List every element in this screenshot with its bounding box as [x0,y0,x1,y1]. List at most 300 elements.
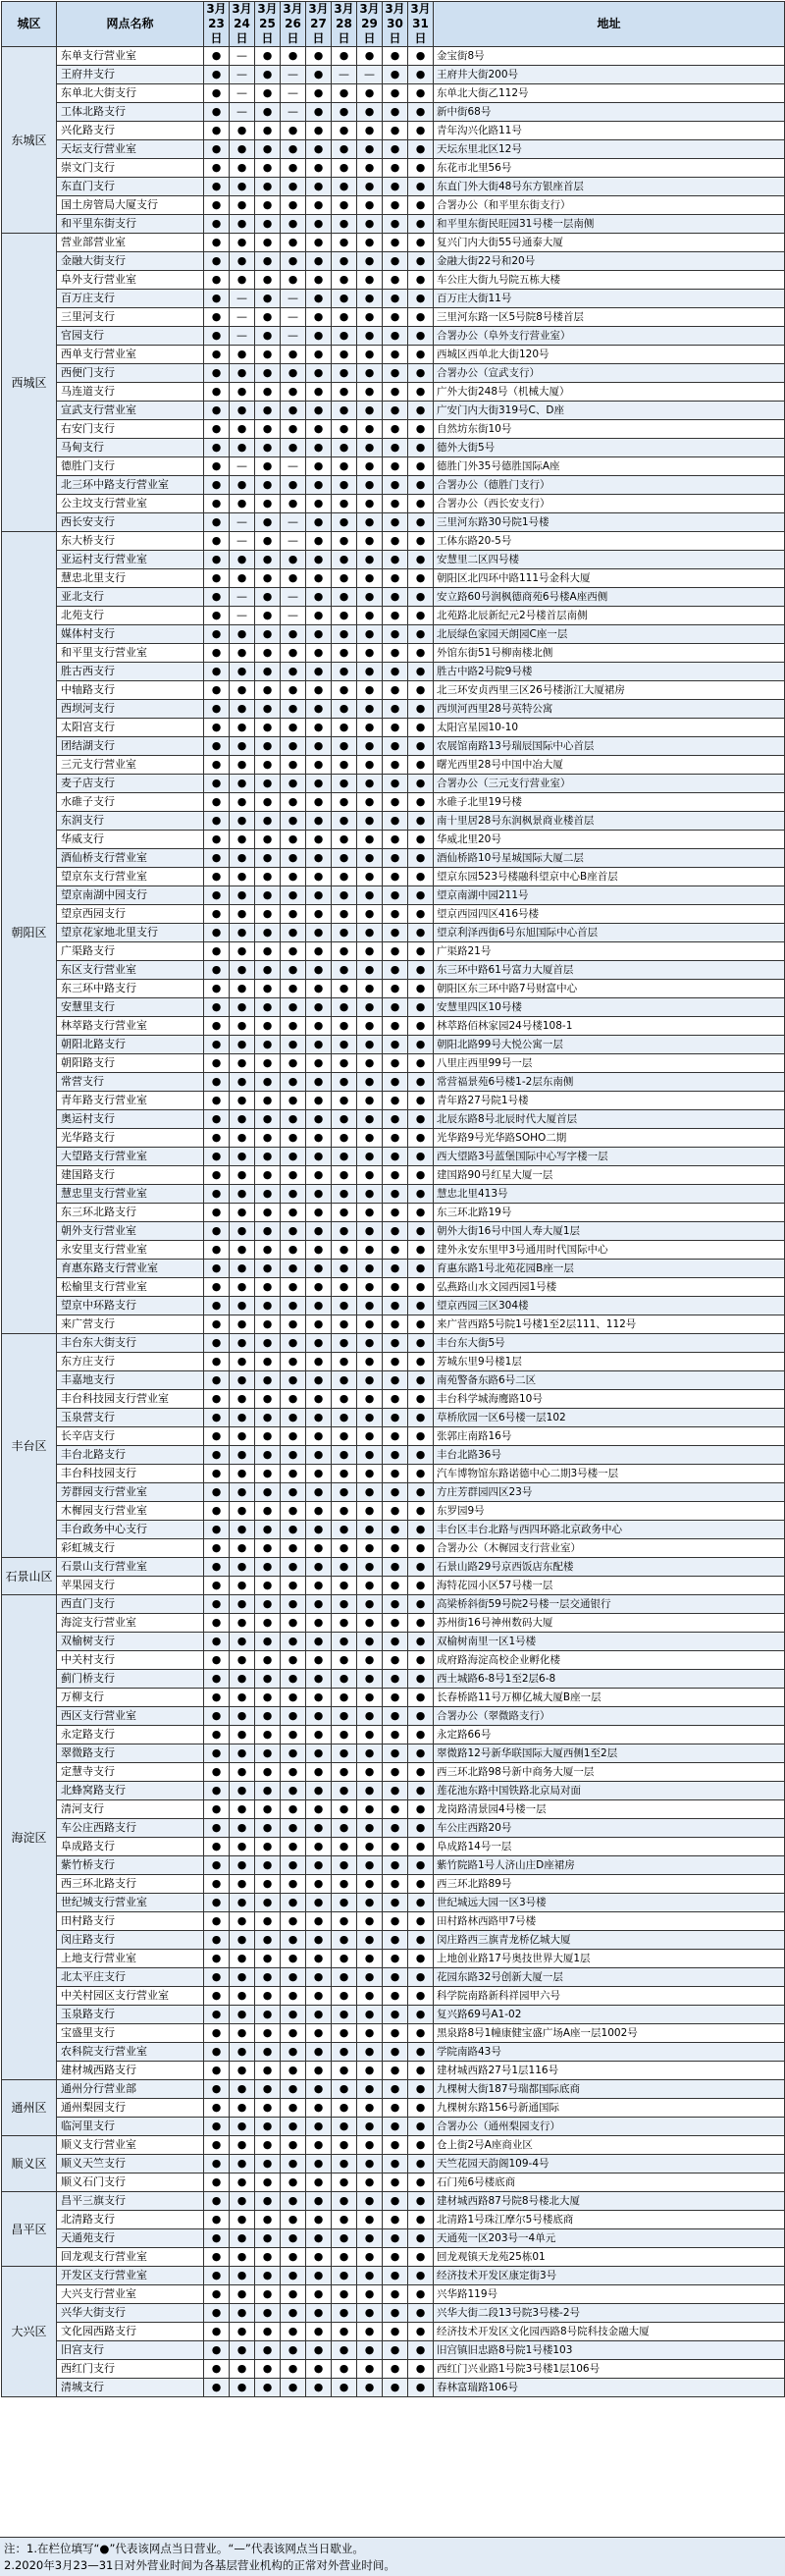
open-mark: ● [255,159,281,178]
branch-name: 东大桥支行 [57,532,204,551]
open-mark: ● [204,2080,230,2099]
branch-row [2,140,785,159]
branch-name: 东单北大街支行 [57,84,204,103]
open-mark: ● [383,1707,408,1726]
open-mark: ● [306,1707,332,1726]
open-mark: ● [357,1334,383,1353]
open-mark: ● [255,1297,281,1315]
branch-name: 安慧里支行 [57,998,204,1017]
open-mark: ● [230,942,255,961]
open-mark: ● [230,1297,255,1315]
branch-row [2,961,785,980]
open-mark: ● [255,942,281,961]
open-mark: ● [204,551,230,569]
open-mark: ● [357,1446,383,1465]
branch-address: 安慧里二区四号楼 [434,551,785,569]
branch-row [2,1875,785,1894]
open-mark: ● [408,1241,434,1260]
open-mark: ● [383,234,408,252]
open-mark: ● [383,476,408,495]
closed-mark: — [281,457,306,476]
open-mark: ● [408,1483,434,1502]
open-mark: ● [357,178,383,196]
open-mark: ● [306,532,332,551]
open-mark: ● [306,1110,332,1129]
branch-row [2,737,785,756]
open-mark: ● [204,2099,230,2118]
open-mark: ● [230,1315,255,1334]
open-mark: ● [230,2360,255,2379]
open-mark: ● [204,625,230,644]
open-mark: ● [204,1689,230,1707]
open-mark: ● [204,775,230,793]
open-mark: ● [281,1819,306,1838]
open-mark: ● [230,2080,255,2099]
branch-row [2,327,785,346]
branch-name: 国土房管局大厦支行 [57,196,204,215]
open-mark: ● [281,1689,306,1707]
open-mark: ● [332,793,357,812]
open-mark: ● [306,420,332,439]
open-mark: ● [383,308,408,327]
open-mark: ● [408,1129,434,1148]
open-mark: ● [204,1334,230,1353]
open-mark: ● [281,159,306,178]
open-mark: ● [204,346,230,364]
open-mark: ● [306,793,332,812]
open-mark: ● [204,1166,230,1185]
branch-row [2,103,785,122]
branch-row [2,1353,785,1371]
open-mark: ● [408,47,434,66]
open-mark: ● [281,252,306,271]
open-mark: ● [357,1558,383,1577]
open-mark: ● [383,588,408,607]
open-mark: ● [255,775,281,793]
open-mark: ● [281,1782,306,1800]
open-mark: ● [281,420,306,439]
district-cell: 顺义区 [2,2136,57,2192]
open-mark: ● [383,775,408,793]
open-mark: ● [204,849,230,868]
open-mark: ● [255,625,281,644]
open-mark: ● [383,1427,408,1446]
open-mark: ● [357,2192,383,2211]
open-mark: ● [204,569,230,588]
open-mark: ● [408,84,434,103]
open-mark: ● [383,1633,408,1651]
open-mark: ● [408,159,434,178]
open-mark: ● [383,1539,408,1558]
branch-name: 丰台科技园支行 [57,1465,204,1483]
open-mark: ● [383,868,408,886]
open-mark: ● [204,1968,230,1987]
open-mark: ● [357,1800,383,1819]
branch-row [2,2304,785,2323]
open-mark: ● [230,1353,255,1371]
branch-address: 闵庄路西三旗青龙桥亿城大厦 [434,1931,785,1950]
open-mark: ● [255,2285,281,2304]
branch-name: 林萃路支行营业室 [57,1017,204,1036]
open-mark: ● [332,1483,357,1502]
open-mark: ● [408,1148,434,1166]
branch-name: 西便门支行 [57,364,204,383]
open-mark: ● [255,1521,281,1539]
open-mark: ● [204,1427,230,1446]
open-mark: ● [281,2118,306,2136]
branch-name: 宝盛里支行 [57,2024,204,2043]
branch-address: 高梁桥斜街59号院2号楼一层交通银行 [434,1595,785,1614]
open-mark: ● [408,364,434,383]
open-mark: ● [332,551,357,569]
open-mark: ● [383,793,408,812]
open-mark: ● [230,2211,255,2229]
open-mark: ● [332,2267,357,2285]
open-mark: ● [332,420,357,439]
branch-row [2,1838,785,1856]
open-mark: ● [281,2229,306,2248]
open-mark: ● [408,271,434,290]
open-mark: ● [281,234,306,252]
open-mark: ● [357,2323,383,2341]
open-mark: ● [383,103,408,122]
open-mark: ● [204,439,230,457]
header-branch: 网点名称 [57,2,204,47]
open-mark: ● [383,700,408,719]
open-mark: ● [383,2099,408,2118]
district-cell: 大兴区 [2,2267,57,2397]
branch-row [2,569,785,588]
open-mark: ● [332,84,357,103]
branch-address: 天坛东里北区12号 [434,140,785,159]
open-mark: ● [230,924,255,942]
branch-name: 紫竹桥支行 [57,1856,204,1875]
open-mark: ● [357,2267,383,2285]
open-mark: ● [332,1744,357,1763]
open-mark: ● [357,1371,383,1390]
open-mark: ● [255,2211,281,2229]
header-row [2,2,785,47]
open-mark: ● [408,457,434,476]
open-mark: ● [255,457,281,476]
open-mark: ● [306,942,332,961]
open-mark: ● [357,1894,383,1912]
branch-name: 和平里东街支行 [57,215,204,234]
open-mark: ● [204,1110,230,1129]
open-mark: ● [255,2267,281,2285]
open-mark: ● [306,2155,332,2174]
open-mark: ● [281,2099,306,2118]
branch-name: 光华路支行 [57,1129,204,1148]
open-mark: ● [306,663,332,681]
open-mark: ● [383,1912,408,1931]
open-mark: ● [255,1353,281,1371]
open-mark: ● [204,737,230,756]
branch-address: 龙岗路清景园4号楼一层 [434,1800,785,1819]
open-mark: ● [306,2062,332,2080]
open-mark: ● [357,737,383,756]
open-mark: ● [408,2323,434,2341]
open-mark: ● [332,234,357,252]
open-mark: ● [383,1987,408,2006]
open-mark: ● [408,663,434,681]
open-mark: ● [230,1819,255,1838]
open-mark: ● [281,1763,306,1782]
branch-row [2,849,785,868]
open-mark: ● [306,271,332,290]
open-mark: ● [357,1483,383,1502]
open-mark: ● [230,495,255,513]
branch-address: 青年沟兴化路11号 [434,122,785,140]
open-mark: ● [332,812,357,831]
closed-mark: — [230,457,255,476]
district-cell: 朝阳区 [2,532,57,1334]
open-mark: ● [357,1651,383,1670]
branch-address: 新中街68号 [434,103,785,122]
open-mark: ● [230,961,255,980]
open-mark: ● [383,1558,408,1577]
open-mark: ● [204,2043,230,2062]
branch-address: 德外大街5号 [434,439,785,457]
open-mark: ● [357,2285,383,2304]
branch-name: 望京南湖中园支行 [57,886,204,905]
open-mark: ● [306,1856,332,1875]
open-mark: ● [306,513,332,532]
branch-row [2,1222,785,1241]
open-mark: ● [332,625,357,644]
branch-address: 合署办公（翠微路支行） [434,1707,785,1726]
open-mark: ● [281,719,306,737]
open-mark: ● [255,252,281,271]
open-mark: ● [408,2136,434,2155]
open-mark: ● [306,905,332,924]
open-mark: ● [408,775,434,793]
open-mark: ● [332,1819,357,1838]
open-mark: ● [332,1558,357,1577]
branch-row [2,364,785,383]
open-mark: ● [383,2080,408,2099]
branch-name: 顺义天竺支行 [57,2155,204,2174]
open-mark: ● [204,1577,230,1595]
open-mark: ● [306,1614,332,1633]
open-mark: ● [332,886,357,905]
branch-row [2,495,785,513]
open-mark: ● [281,1614,306,1633]
branch-name: 通州分行营业部 [57,2080,204,2099]
branch-name: 万柳支行 [57,1689,204,1707]
open-mark: ● [383,122,408,140]
branch-row [2,1782,785,1800]
open-mark: ● [255,1222,281,1241]
branch-name: 兴化路支行 [57,122,204,140]
branch-name: 农科院支行营业室 [57,2043,204,2062]
branch-name: 中关村园区支行营业室 [57,1987,204,2006]
open-mark: ● [306,1465,332,1483]
branch-address: 阜成路14号一层 [434,1838,785,1856]
open-mark: ● [408,1800,434,1819]
closed-mark: — [230,607,255,625]
branch-row [2,1278,785,1297]
open-mark: ● [408,849,434,868]
open-mark: ● [408,1315,434,1334]
open-mark: ● [408,1577,434,1595]
open-mark: ● [357,1241,383,1260]
open-mark: ● [383,2229,408,2248]
open-mark: ● [306,1539,332,1558]
open-mark: ● [306,2043,332,2062]
branch-row [2,84,785,103]
open-mark: ● [357,607,383,625]
branch-name: 田村路支行 [57,1912,204,1931]
open-mark: ● [306,1427,332,1446]
open-mark: ● [230,1204,255,1222]
open-mark: ● [255,644,281,663]
branch-address: 张郭庄南路16号 [434,1427,785,1446]
open-mark: ● [204,793,230,812]
open-mark: ● [357,215,383,234]
open-mark: ● [204,1409,230,1427]
open-mark: ● [255,140,281,159]
open-mark: ● [281,961,306,980]
open-mark: ● [204,532,230,551]
open-mark: ● [357,588,383,607]
open-mark: ● [281,2024,306,2043]
branch-address: 天竺花园天韵阁109-4号 [434,2155,785,2174]
open-mark: ● [204,2136,230,2155]
open-mark: ● [357,1054,383,1073]
open-mark: ● [383,290,408,308]
open-mark: ● [255,905,281,924]
branch-row [2,178,785,196]
header-date: 3月 31日 [408,2,434,47]
branch-row [2,2285,785,2304]
branch-row [2,420,785,439]
open-mark: ● [383,2304,408,2323]
open-mark: ● [408,290,434,308]
footnotes [0,2537,785,2576]
open-mark: ● [306,551,332,569]
open-mark: ● [281,1148,306,1166]
open-mark: ● [357,1539,383,1558]
open-mark: ● [281,1875,306,1894]
open-mark: ● [281,1800,306,1819]
open-mark: ● [255,1371,281,1390]
closed-mark: — [281,103,306,122]
open-mark: ● [230,1260,255,1278]
branch-name: 石景山支行营业室 [57,1558,204,1577]
open-mark: ● [357,495,383,513]
open-mark: ● [204,1222,230,1241]
open-mark: ● [230,551,255,569]
branch-address: 农展馆南路13号瑞辰国际中心首层 [434,737,785,756]
open-mark: ● [408,2155,434,2174]
open-mark: ● [332,476,357,495]
branch-address: 石景山路29号京西饭店东配楼 [434,1558,785,1577]
branch-address: 曙光西里28号中国中冶大厦 [434,756,785,775]
open-mark: ● [306,700,332,719]
open-mark: ● [255,1129,281,1148]
open-mark: ● [281,737,306,756]
open-mark: ● [408,1856,434,1875]
branch-row [2,588,785,607]
open-mark: ● [306,122,332,140]
open-mark: ● [230,775,255,793]
open-mark: ● [255,215,281,234]
open-mark: ● [281,1334,306,1353]
open-mark: ● [332,346,357,364]
open-mark: ● [357,1110,383,1129]
open-mark: ● [204,1278,230,1297]
open-mark: ● [357,2099,383,2118]
open-mark: ● [408,1987,434,2006]
open-mark: ● [383,2323,408,2341]
branch-address: 上地创业路17号奥技世界大厦1层 [434,1950,785,1968]
open-mark: ● [357,1521,383,1539]
open-mark: ● [281,1017,306,1036]
open-mark: ● [255,532,281,551]
branch-row [2,2118,785,2136]
open-mark: ● [332,1073,357,1092]
open-mark: ● [332,215,357,234]
branch-row [2,980,785,998]
open-mark: ● [332,1166,357,1185]
open-mark: ● [408,2024,434,2043]
open-mark: ● [306,327,332,346]
open-mark: ● [204,290,230,308]
open-mark: ● [383,1838,408,1856]
branch-address: 东单北大街乙112号 [434,84,785,103]
open-mark: ● [230,1707,255,1726]
open-mark: ● [332,532,357,551]
open-mark: ● [230,663,255,681]
open-mark: ● [332,1278,357,1297]
branch-name: 玉泉营支行 [57,1409,204,1427]
branch-name: 西红门支行 [57,2360,204,2379]
open-mark: ● [408,588,434,607]
open-mark: ● [383,812,408,831]
open-mark: ● [281,1931,306,1950]
open-mark: ● [230,793,255,812]
open-mark: ● [281,1726,306,1744]
open-mark: ● [408,383,434,402]
open-mark: ● [408,1166,434,1185]
open-mark: ● [255,1987,281,2006]
open-mark: ● [204,1521,230,1539]
branch-name: 西长安支行 [57,513,204,532]
open-mark: ● [281,1950,306,1968]
branch-name: 马连道支行 [57,383,204,402]
open-mark: ● [306,1148,332,1166]
branch-address: 合署办公（德胜门支行） [434,476,785,495]
branch-name: 阜外支行营业室 [57,271,204,290]
branch-row [2,1297,785,1315]
branch-name: 来广营支行 [57,1315,204,1334]
branch-row [2,1409,785,1427]
branch-row [2,159,785,178]
open-mark: ● [332,1875,357,1894]
open-mark: ● [255,1539,281,1558]
branch-row [2,2211,785,2229]
open-mark: ● [332,327,357,346]
open-mark: ● [255,2118,281,2136]
open-mark: ● [306,2006,332,2024]
branch-row [2,1334,785,1353]
open-mark: ● [204,1950,230,1968]
open-mark: ● [408,2341,434,2360]
open-mark: ● [357,1129,383,1148]
open-mark: ● [204,457,230,476]
open-mark: ● [332,1912,357,1931]
